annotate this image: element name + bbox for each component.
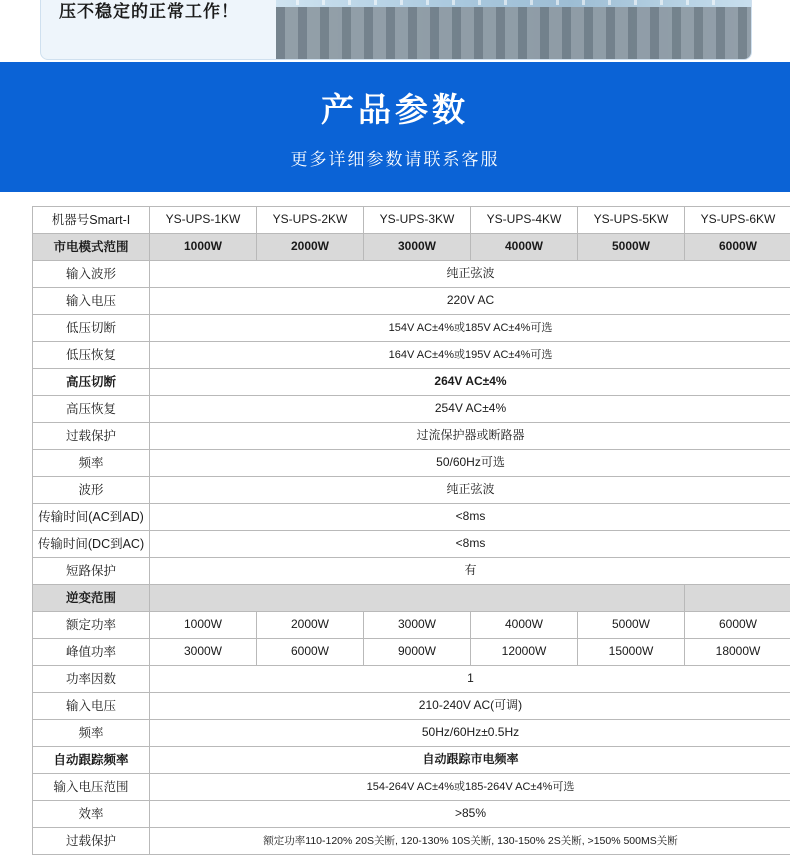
table-row [33,828,790,855]
cell-peak-power-5: 15000W [578,639,685,666]
cell-power-4: 4000W [471,234,578,261]
row-value-short-circuit-protection: 有 [150,558,790,585]
section-label-inverter-range: 逆变范围 [33,585,150,612]
row-label-peak-power: 峰值功率 [33,639,150,666]
cell-peak-power-2: 6000W [257,639,364,666]
table-row [33,693,790,720]
row-label-transfer-time-ac-dc: 传输时间(AC到AD) [33,504,150,531]
row-label-rated-power: 额定功率 [33,612,150,639]
table-row [33,315,790,342]
row-value-high-voltage-cutoff: 264V AC±4% [150,369,790,396]
table-row [33,261,790,288]
cell-peak-power-4: 12000W [471,639,578,666]
table-row [33,504,790,531]
cell-power-5: 5000W [578,234,685,261]
row-label-short-circuit-protection: 短路保护 [33,558,150,585]
row-value-input-voltage: 220V AC [150,288,790,315]
row-label-inverter-frequency: 频率 [33,720,150,747]
table-row [33,396,790,423]
table-row [33,423,790,450]
table-row [33,747,790,774]
table-row [33,774,790,801]
row-value-inverter-input-voltage: 210-240V AC(可调) [150,693,790,720]
row-value-auto-tracking-frequency: 自动跟踪市电频率 [150,747,790,774]
spec-table [32,206,790,855]
section-spacer-cell [150,585,685,612]
table-row [33,450,790,477]
header-model-4: YS-UPS-4KW [471,207,578,234]
row-label-frequency: 频率 [33,450,150,477]
header-label-cell: 机器号Smart-I [33,207,150,234]
header-model-3: YS-UPS-3KW [364,207,471,234]
row-label-inverter-input-voltage: 输入电压 [33,693,150,720]
row-value-frequency: 50/60Hz可选 [150,450,790,477]
hero-caption: 压不稳定的正常工作！ [59,0,239,22]
row-value-waveform: 纯正弦波 [150,477,790,504]
cell-rated-power-2: 2000W [257,612,364,639]
row-value-efficiency: >85% [150,801,790,828]
table-row [33,801,790,828]
row-label-low-voltage-recovery: 低压恢复 [33,342,150,369]
equipment-photo [276,0,752,60]
table-row [33,720,790,747]
table-row [33,342,790,369]
cell-power-3: 3000W [364,234,471,261]
cell-power-6: 6000W [685,234,790,261]
header-model-1: YS-UPS-1KW [150,207,257,234]
row-label-input-voltage-range: 输入电压范围 [33,774,150,801]
header-model-6: YS-UPS-6KW [685,207,790,234]
table-row [33,666,790,693]
section-spacer-cell-last [685,585,790,612]
row-label-high-voltage-cutoff: 高压切断 [33,369,150,396]
row-value-input-waveform: 纯正弦波 [150,261,790,288]
header-model-2: YS-UPS-2KW [257,207,364,234]
row-value-low-voltage-cutoff: 154V AC±4%或185V AC±4%可选 [150,315,790,342]
row-label-efficiency: 效率 [33,801,150,828]
row-value-transfer-time-dc-ac: <8ms [150,531,790,558]
row-label-transfer-time-dc-ac: 传输时间(DC到AC) [33,531,150,558]
table-row [33,531,790,558]
row-value-power-factor: 1 [150,666,790,693]
cell-peak-power-1: 3000W [150,639,257,666]
row-label-mains-mode: 市电模式范围 [33,234,150,261]
row-value-transfer-time-ac-dc: <8ms [150,504,790,531]
table-row [33,558,790,585]
section-title-band [0,62,790,192]
row-label-high-voltage-recovery: 高压恢复 [33,396,150,423]
header-model-5: YS-UPS-5KW [578,207,685,234]
page-subtitle: 更多详细参数请联系客服 [291,145,500,170]
row-label-inverter-overload-protection: 过载保护 [33,828,150,855]
row-value-high-voltage-recovery: 254V AC±4% [150,396,790,423]
cell-rated-power-3: 3000W [364,612,471,639]
page-title: 产品参数 [321,84,469,131]
table-row [33,639,790,666]
row-label-auto-tracking-frequency: 自动跟踪频率 [33,747,150,774]
cell-rated-power-4: 4000W [471,612,578,639]
row-value-low-voltage-recovery: 164V AC±4%或195V AC±4%可选 [150,342,790,369]
row-label-waveform: 波形 [33,477,150,504]
table-row [33,234,790,261]
hero-card [40,0,752,60]
row-value-inverter-frequency: 50Hz/60Hz±0.5Hz [150,720,790,747]
cell-rated-power-1: 1000W [150,612,257,639]
row-label-power-factor: 功率因数 [33,666,150,693]
cell-power-2: 2000W [257,234,364,261]
cell-peak-power-3: 9000W [364,639,471,666]
table-header-row [33,207,790,234]
hero-banner [0,0,790,62]
row-label-input-waveform: 输入波形 [33,261,150,288]
spec-table-body [33,207,790,855]
table-row [33,369,790,396]
row-value-inverter-overload-protection: 额定功率110-120% 20S关断, 120-130% 10S关断, 130-150% 2S关断, >150% 500MS关断 [150,828,790,855]
row-label-low-voltage-cutoff: 低压切断 [33,315,150,342]
cell-rated-power-5: 5000W [578,612,685,639]
row-value-input-voltage-range: 154-264V AC±4%或185-264V AC±4%可选 [150,774,790,801]
row-label-overload-protection: 过载保护 [33,423,150,450]
table-section-row [33,585,790,612]
cell-rated-power-6: 6000W [685,612,790,639]
cell-power-1: 1000W [150,234,257,261]
row-value-overload-protection: 过流保护器或断路器 [150,423,790,450]
table-row [33,288,790,315]
spec-table-container [0,192,790,855]
table-row [33,477,790,504]
cell-peak-power-6: 18000W [685,639,790,666]
row-label-input-voltage: 输入电压 [33,288,150,315]
table-row [33,612,790,639]
